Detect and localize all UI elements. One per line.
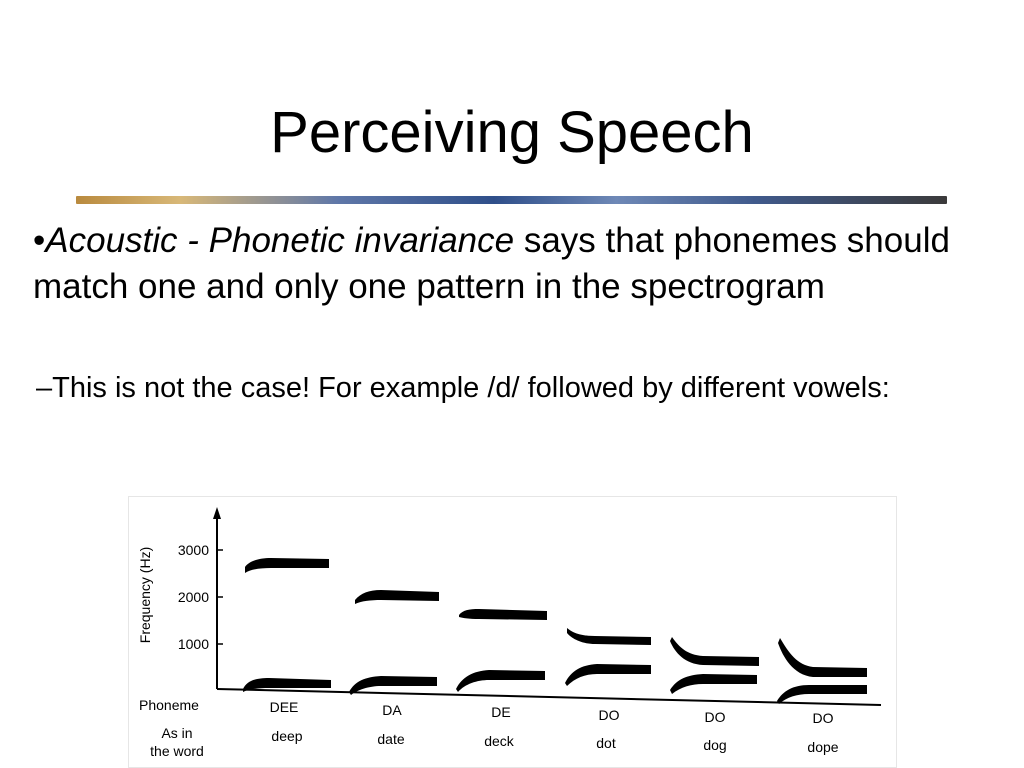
spectrogram-figure [128,496,897,768]
formant-f2-dope [778,638,867,677]
phoneme-label: DO [812,710,834,726]
word-label: dog [703,737,727,753]
word-label: deck [484,733,514,749]
phoneme-label: DE [491,704,511,720]
y-axis-arrow [213,507,221,519]
phoneme-label: DO [704,709,726,725]
spectrogram-diagram [129,497,896,767]
word-label: deep [271,728,303,744]
main-bullet [33,218,983,310]
word-label: dot [596,735,616,751]
row-label-word-1: As in [161,725,193,741]
formant-f2-dot [567,628,651,645]
phoneme-label: DEE [269,699,299,715]
y-tick-label: 2000 [177,589,209,605]
formant-f2-de [459,609,547,620]
sub-bullet [36,368,966,408]
y-tick-label: 1000 [177,636,209,652]
slide-title: Perceiving Speech [270,100,754,165]
row-label-phoneme: Phoneme [139,697,199,713]
bullet-marker: • [33,221,46,260]
formant-f2-dog [670,637,759,666]
formant-f1-dot [565,664,651,686]
sub-text: This is not the case! For example /d/ followed by different vowels: [52,372,890,404]
title-divider [76,196,947,204]
formant-f1-dog [670,674,757,694]
sub-marker: – [36,372,53,404]
row-label-word-2: the word [150,743,204,759]
formant-f1-dope [777,685,867,704]
bullet-text: says that phonemes should match one and only one pattern in the spectrogram [33,221,950,306]
formant-f1-de [456,670,545,692]
formant-bands [243,558,867,704]
formant-f2-da [355,590,439,604]
y-axis-label: Frequency (Hz) [137,546,153,644]
bullet-term: Acoustic - Phonetic invariance [45,221,515,260]
formant-f2-dee [245,558,329,573]
phoneme-label: DO [598,707,620,723]
y-tick-label: 3000 [177,542,209,558]
word-label: dope [807,739,839,755]
phoneme-label: DA [382,702,402,718]
word-label: date [377,731,405,747]
